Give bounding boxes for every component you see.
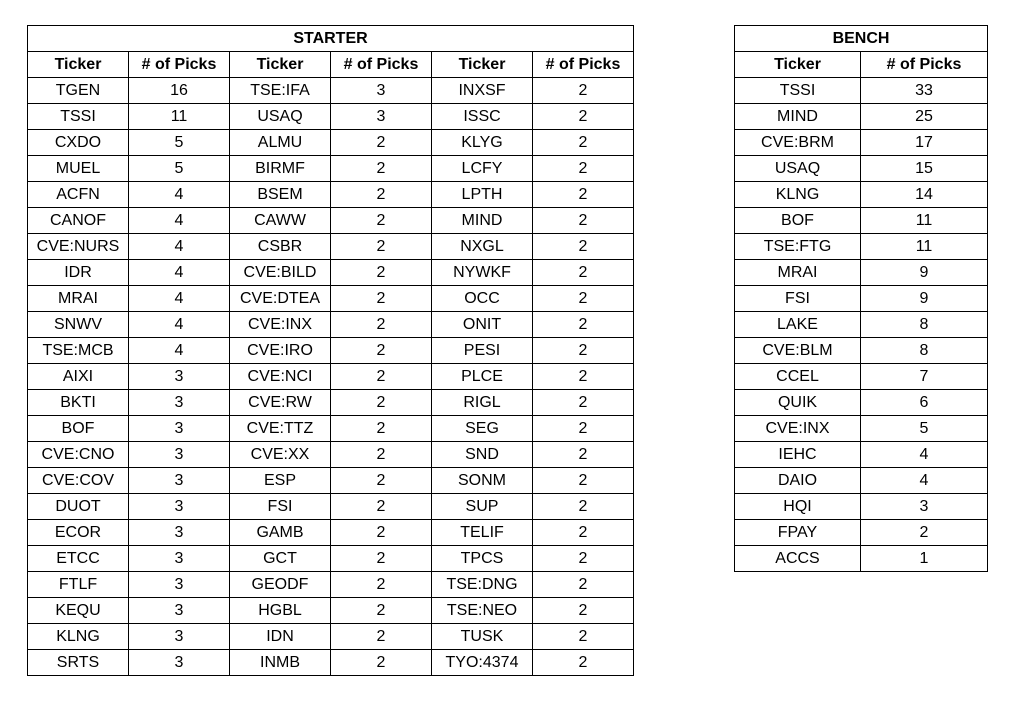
picks-cell: 2 xyxy=(331,650,432,676)
picks-cell: 2 xyxy=(533,78,634,104)
ticker-cell: SRTS xyxy=(28,650,129,676)
ticker-cell: GEODF xyxy=(230,572,331,598)
ticker-cell: CVE:BILD xyxy=(230,260,331,286)
picks-cell: 2 xyxy=(533,520,634,546)
picks-cell: 2 xyxy=(331,520,432,546)
picks-cell: 2 xyxy=(331,624,432,650)
ticker-cell: PESI xyxy=(432,338,533,364)
picks-cell: 3 xyxy=(331,104,432,130)
starter-header-row xyxy=(28,52,634,78)
bench-title-row xyxy=(735,26,988,52)
table-row xyxy=(28,130,634,156)
picks-cell: 3 xyxy=(129,572,230,598)
ticker-cell: FTLF xyxy=(28,572,129,598)
table-row xyxy=(28,338,634,364)
picks-cell: 5 xyxy=(861,416,988,442)
table-row xyxy=(28,546,634,572)
table-row xyxy=(28,390,634,416)
ticker-cell: CVE:RW xyxy=(230,390,331,416)
picks-cell: 4 xyxy=(129,312,230,338)
starter-title-row xyxy=(28,26,634,52)
picks-cell: 2 xyxy=(331,416,432,442)
starter-header-ticker-1: Ticker xyxy=(28,52,129,78)
ticker-cell: AIXI xyxy=(28,364,129,390)
picks-cell: 3 xyxy=(129,598,230,624)
picks-cell: 4 xyxy=(861,442,988,468)
ticker-cell: ONIT xyxy=(432,312,533,338)
ticker-cell: ESP xyxy=(230,468,331,494)
picks-cell: 8 xyxy=(861,338,988,364)
picks-cell: 3 xyxy=(129,494,230,520)
picks-cell: 2 xyxy=(533,312,634,338)
picks-cell: 2 xyxy=(533,598,634,624)
ticker-cell: CCEL xyxy=(735,364,861,390)
picks-cell: 11 xyxy=(129,104,230,130)
ticker-cell: USAQ xyxy=(735,156,861,182)
picks-cell: 16 xyxy=(129,78,230,104)
picks-cell: 2 xyxy=(331,442,432,468)
picks-cell: 2 xyxy=(331,364,432,390)
picks-cell: 25 xyxy=(861,104,988,130)
ticker-cell: FSI xyxy=(230,494,331,520)
bench-header-row xyxy=(735,52,988,78)
table-row xyxy=(735,234,988,260)
picks-cell: 4 xyxy=(129,182,230,208)
table-row xyxy=(735,416,988,442)
ticker-cell: NXGL xyxy=(432,234,533,260)
table-row xyxy=(735,156,988,182)
picks-cell: 3 xyxy=(129,546,230,572)
picks-cell: 4 xyxy=(129,208,230,234)
ticker-cell: HQI xyxy=(735,494,861,520)
table-row xyxy=(735,312,988,338)
picks-cell: 33 xyxy=(861,78,988,104)
ticker-cell: LAKE xyxy=(735,312,861,338)
table-row xyxy=(28,208,634,234)
table-row xyxy=(28,442,634,468)
picks-cell: 17 xyxy=(861,130,988,156)
table-row xyxy=(28,104,634,130)
picks-cell: 2 xyxy=(331,260,432,286)
ticker-cell: CVE:CNO xyxy=(28,442,129,468)
table-row xyxy=(735,468,988,494)
picks-cell: 11 xyxy=(861,208,988,234)
ticker-cell: CVE:NURS xyxy=(28,234,129,260)
starter-header-picks-3: # of Picks xyxy=(533,52,634,78)
picks-cell: 3 xyxy=(129,650,230,676)
picks-cell: 3 xyxy=(129,390,230,416)
picks-cell: 11 xyxy=(861,234,988,260)
picks-cell: 7 xyxy=(861,364,988,390)
picks-cell: 4 xyxy=(129,286,230,312)
table-row xyxy=(735,130,988,156)
ticker-cell: CVE:XX xyxy=(230,442,331,468)
ticker-cell: CANOF xyxy=(28,208,129,234)
picks-cell: 2 xyxy=(533,208,634,234)
ticker-cell: CVE:BRM xyxy=(735,130,861,156)
table-row xyxy=(735,260,988,286)
ticker-cell: CVE:DTEA xyxy=(230,286,331,312)
ticker-cell: FSI xyxy=(735,286,861,312)
table-row xyxy=(28,520,634,546)
picks-cell: 2 xyxy=(331,156,432,182)
picks-cell: 3 xyxy=(129,468,230,494)
table-row xyxy=(28,286,634,312)
ticker-cell: LPTH xyxy=(432,182,533,208)
bench-table xyxy=(734,25,988,572)
ticker-cell: KEQU xyxy=(28,598,129,624)
table-row xyxy=(28,598,634,624)
ticker-cell: GAMB xyxy=(230,520,331,546)
ticker-cell: ACCS xyxy=(735,546,861,572)
table-row xyxy=(735,338,988,364)
picks-cell: 2 xyxy=(533,234,634,260)
ticker-cell: ETCC xyxy=(28,546,129,572)
ticker-cell: MUEL xyxy=(28,156,129,182)
ticker-cell: CVE:INX xyxy=(230,312,331,338)
picks-cell: 2 xyxy=(533,624,634,650)
table-row xyxy=(735,182,988,208)
ticker-cell: CSBR xyxy=(230,234,331,260)
ticker-cell: CVE:BLM xyxy=(735,338,861,364)
picks-cell: 2 xyxy=(331,286,432,312)
ticker-cell: RIGL xyxy=(432,390,533,416)
ticker-cell: INMB xyxy=(230,650,331,676)
table-row xyxy=(735,104,988,130)
ticker-cell: BOF xyxy=(735,208,861,234)
ticker-cell: DUOT xyxy=(28,494,129,520)
table-row xyxy=(28,156,634,182)
ticker-cell: TUSK xyxy=(432,624,533,650)
ticker-cell: LCFY xyxy=(432,156,533,182)
table-row xyxy=(28,416,634,442)
bench-title: BENCH xyxy=(735,26,988,52)
ticker-cell: BKTI xyxy=(28,390,129,416)
picks-cell: 5 xyxy=(129,130,230,156)
ticker-cell: BSEM xyxy=(230,182,331,208)
table-row xyxy=(28,234,634,260)
picks-cell: 2 xyxy=(331,468,432,494)
table-row xyxy=(735,286,988,312)
picks-cell: 3 xyxy=(129,416,230,442)
ticker-cell: PLCE xyxy=(432,364,533,390)
ticker-cell: MIND xyxy=(432,208,533,234)
picks-cell: 5 xyxy=(129,156,230,182)
picks-cell: 6 xyxy=(861,390,988,416)
table-row xyxy=(28,182,634,208)
ticker-cell: QUIK xyxy=(735,390,861,416)
picks-cell: 2 xyxy=(533,650,634,676)
picks-cell: 2 xyxy=(331,598,432,624)
picks-cell: 2 xyxy=(533,286,634,312)
table-row xyxy=(28,468,634,494)
ticker-cell: CAWW xyxy=(230,208,331,234)
ticker-cell: ECOR xyxy=(28,520,129,546)
table-row xyxy=(735,442,988,468)
picks-cell: 4 xyxy=(861,468,988,494)
picks-cell: 2 xyxy=(533,546,634,572)
ticker-cell: TSE:FTG xyxy=(735,234,861,260)
picks-cell: 3 xyxy=(331,78,432,104)
table-row xyxy=(735,390,988,416)
ticker-cell: ISSC xyxy=(432,104,533,130)
picks-cell: 2 xyxy=(533,468,634,494)
ticker-cell: HGBL xyxy=(230,598,331,624)
picks-cell: 3 xyxy=(861,494,988,520)
picks-cell: 2 xyxy=(331,390,432,416)
ticker-cell: KLNG xyxy=(28,624,129,650)
starter-body xyxy=(28,78,634,676)
ticker-cell: CVE:IRO xyxy=(230,338,331,364)
table-row xyxy=(735,78,988,104)
table-row xyxy=(735,364,988,390)
picks-cell: 2 xyxy=(331,312,432,338)
picks-cell: 2 xyxy=(533,260,634,286)
ticker-cell: SEG xyxy=(432,416,533,442)
starter-title: STARTER xyxy=(28,26,634,52)
picks-cell: 3 xyxy=(129,442,230,468)
picks-cell: 2 xyxy=(533,104,634,130)
ticker-cell: TELIF xyxy=(432,520,533,546)
ticker-cell: KLNG xyxy=(735,182,861,208)
picks-cell: 2 xyxy=(331,338,432,364)
ticker-cell: TSSI xyxy=(28,104,129,130)
ticker-cell: ALMU xyxy=(230,130,331,156)
ticker-cell: NYWKF xyxy=(432,260,533,286)
ticker-cell: BOF xyxy=(28,416,129,442)
picks-cell: 2 xyxy=(533,442,634,468)
ticker-cell: GCT xyxy=(230,546,331,572)
ticker-cell: IDN xyxy=(230,624,331,650)
picks-cell: 4 xyxy=(129,338,230,364)
picks-cell: 4 xyxy=(129,234,230,260)
picks-cell: 15 xyxy=(861,156,988,182)
table-row xyxy=(28,494,634,520)
ticker-cell: MRAI xyxy=(28,286,129,312)
picks-cell: 2 xyxy=(533,416,634,442)
ticker-cell: IDR xyxy=(28,260,129,286)
picks-cell: 2 xyxy=(533,130,634,156)
table-row xyxy=(28,650,634,676)
ticker-cell: CXDO xyxy=(28,130,129,156)
ticker-cell: MIND xyxy=(735,104,861,130)
table-row xyxy=(28,78,634,104)
picks-cell: 1 xyxy=(861,546,988,572)
ticker-cell: BIRMF xyxy=(230,156,331,182)
ticker-cell: SNWV xyxy=(28,312,129,338)
picks-cell: 2 xyxy=(331,546,432,572)
ticker-cell: TSE:NEO xyxy=(432,598,533,624)
starter-header-picks-2: # of Picks xyxy=(331,52,432,78)
table-row xyxy=(28,364,634,390)
ticker-cell: INXSF xyxy=(432,78,533,104)
ticker-cell: IEHC xyxy=(735,442,861,468)
table-row xyxy=(28,312,634,338)
picks-cell: 9 xyxy=(861,260,988,286)
picks-cell: 3 xyxy=(129,364,230,390)
picks-cell: 2 xyxy=(533,572,634,598)
table-row xyxy=(28,624,634,650)
ticker-cell: TYO:4374 xyxy=(432,650,533,676)
ticker-cell: CVE:TTZ xyxy=(230,416,331,442)
ticker-cell: ACFN xyxy=(28,182,129,208)
picks-cell: 14 xyxy=(861,182,988,208)
bench-header-ticker: Ticker xyxy=(735,52,861,78)
ticker-cell: USAQ xyxy=(230,104,331,130)
picks-cell: 2 xyxy=(331,234,432,260)
table-row xyxy=(28,572,634,598)
ticker-cell: TSE:DNG xyxy=(432,572,533,598)
starter-header-picks-1: # of Picks xyxy=(129,52,230,78)
table-row xyxy=(735,494,988,520)
picks-cell: 9 xyxy=(861,286,988,312)
picks-cell: 2 xyxy=(533,390,634,416)
table-row xyxy=(735,546,988,572)
picks-cell: 2 xyxy=(533,338,634,364)
ticker-cell: SUP xyxy=(432,494,533,520)
picks-cell: 2 xyxy=(533,182,634,208)
table-row xyxy=(735,208,988,234)
ticker-cell: OCC xyxy=(432,286,533,312)
picks-cell: 3 xyxy=(129,520,230,546)
ticker-cell: SND xyxy=(432,442,533,468)
ticker-cell: DAIO xyxy=(735,468,861,494)
ticker-cell: TPCS xyxy=(432,546,533,572)
starter-header-ticker-2: Ticker xyxy=(230,52,331,78)
ticker-cell: MRAI xyxy=(735,260,861,286)
ticker-cell: TSE:IFA xyxy=(230,78,331,104)
picks-cell: 2 xyxy=(331,130,432,156)
ticker-cell: CVE:COV xyxy=(28,468,129,494)
picks-cell: 2 xyxy=(533,156,634,182)
picks-cell: 2 xyxy=(331,494,432,520)
picks-cell: 2 xyxy=(331,182,432,208)
picks-cell: 2 xyxy=(533,364,634,390)
ticker-cell: CVE:INX xyxy=(735,416,861,442)
bench-body xyxy=(735,78,988,572)
ticker-cell: FPAY xyxy=(735,520,861,546)
ticker-cell: SONM xyxy=(432,468,533,494)
ticker-cell: KLYG xyxy=(432,130,533,156)
starter-header-ticker-3: Ticker xyxy=(432,52,533,78)
bench-header-picks: # of Picks xyxy=(861,52,988,78)
ticker-cell: TSSI xyxy=(735,78,861,104)
picks-cell: 8 xyxy=(861,312,988,338)
picks-cell: 4 xyxy=(129,260,230,286)
ticker-cell: CVE:NCI xyxy=(230,364,331,390)
picks-cell: 2 xyxy=(861,520,988,546)
table-row xyxy=(735,520,988,546)
starter-table xyxy=(27,25,634,676)
picks-cell: 2 xyxy=(533,494,634,520)
ticker-cell: TGEN xyxy=(28,78,129,104)
ticker-cell: TSE:MCB xyxy=(28,338,129,364)
picks-cell: 3 xyxy=(129,624,230,650)
picks-cell: 2 xyxy=(331,572,432,598)
table-row xyxy=(28,260,634,286)
picks-cell: 2 xyxy=(331,208,432,234)
